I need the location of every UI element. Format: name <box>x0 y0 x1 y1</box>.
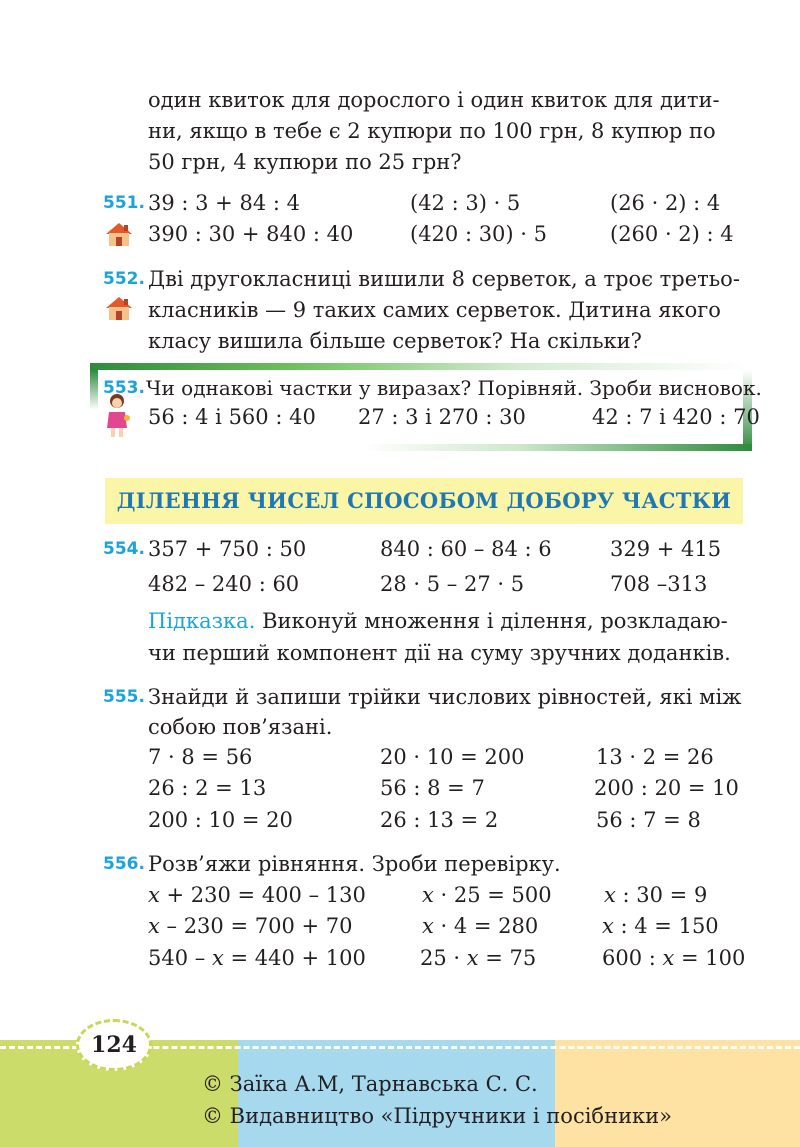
task-553-expr-3: 42 : 7 і 420 : 70 <box>592 405 760 429</box>
task-551-expr-1-1: 39 : 3 + 84 : 4 <box>148 191 300 215</box>
task-556-eq-1-1: x + 230 = 400 – 130 <box>148 883 366 907</box>
task-551-number: 551. <box>103 193 145 213</box>
task-554-expr-2-2: 28 · 5 – 27 · 5 <box>380 572 525 596</box>
task-551-expr-2-3: (260 · 2) : 4 <box>610 222 734 246</box>
task-551-expr-2-2: (420 : 30) · 5 <box>410 222 548 246</box>
task-556-eq-2-3: x : 4 = 150 <box>602 914 719 938</box>
intro-line-3: 50 грн, 4 купюри по 25 грн? <box>148 150 462 174</box>
task-556-eq-3-1: 540 – x = 440 + 100 <box>148 946 366 970</box>
task-552-line-1: Дві другокласниці вишили 8 серветок, а троє третьо- <box>148 267 740 291</box>
task-556-eq-2-1: x – 230 = 700 + 70 <box>148 914 353 938</box>
task-556-eq-1-3: x : 30 = 9 <box>604 883 708 907</box>
task-552-number: 552. <box>103 269 145 289</box>
hint-text-1: Виконуй множення і ділення, розкладаю- <box>255 609 728 633</box>
task-555-eq-1-3: 13 · 2 = 26 <box>596 745 714 769</box>
task-555-eq-1-2: 20 · 10 = 200 <box>380 745 525 769</box>
copyright-publisher: © Видавництво «Підручники і посібники» <box>202 1104 673 1128</box>
task-552-line-3: класу вишила більше серветок? На скільки? <box>148 329 642 353</box>
task-556-number: 556. <box>103 854 145 874</box>
task-555-eq-2-2: 56 : 8 = 7 <box>380 776 485 800</box>
page-number: 124 <box>91 1032 137 1058</box>
house-icon <box>104 295 134 321</box>
task-552-line-2: класників — 9 таких самих серветок. Дитина якого <box>148 298 721 322</box>
task-555-eq-2-1: 26 : 2 = 13 <box>148 776 267 800</box>
task-554-expr-1-2: 840 : 60 – 84 : 6 <box>380 537 552 561</box>
task-551-expr-2-1: 390 : 30 + 840 : 40 <box>148 222 354 246</box>
task-553-expr-2: 27 : 3 і 270 : 30 <box>358 405 526 429</box>
task-556-eq-3-2: 25 · x = 75 <box>420 946 537 970</box>
footer-band-orange <box>555 1040 800 1147</box>
intro-line-1: один квиток для дорослого і один квиток для дити- <box>148 88 720 112</box>
hint-label: Підказка. <box>148 609 256 633</box>
task-556-eq-1-2: x · 25 = 500 <box>422 883 552 907</box>
task-555-eq-3-1: 200 : 10 = 20 <box>148 808 293 832</box>
task-551-expr-1-3: (26 · 2) : 4 <box>610 191 721 215</box>
task-554-expr-1-3: 329 + 415 <box>610 537 722 561</box>
intro-line-2: ни, якщо в тебе є 2 купюри по 100 грн, 8 купюр по <box>148 119 716 143</box>
task-554-expr-2-3: 708 –313 <box>610 572 708 596</box>
task-553-line-1: Чи однакові частки у виразах? Порівняй. Зроби висновок. <box>146 376 762 400</box>
task-553-number: 553. <box>103 378 145 398</box>
task-554-expr-2-1: 482 – 240 : 60 <box>148 572 300 596</box>
task-555-line-2: собою пов’язані. <box>148 715 333 739</box>
task-555-line-1: Знайди й запиши трійки числових рівностей, які між <box>148 685 742 709</box>
task-555-eq-2-3: 200 : 20 = 10 <box>594 776 739 800</box>
task-556-eq-3-3: 600 : x = 100 <box>602 946 746 970</box>
task-556-eq-2-2: x · 4 = 280 <box>422 914 539 938</box>
task-553-expr-1: 56 : 4 і 560 : 40 <box>148 405 316 429</box>
task-554-number: 554. <box>103 539 145 559</box>
task-554-hint-line-2: чи перший компонент дії на суму зручних доданків. <box>148 641 731 665</box>
task-554-expr-1-1: 357 + 750 : 50 <box>148 537 307 561</box>
task-555-eq-1-1: 7 · 8 = 56 <box>148 745 253 769</box>
copyright-authors: © Заїка А.М, Тарнавська С. С. <box>202 1072 538 1096</box>
house-icon <box>104 221 134 247</box>
task-555-eq-3-3: 56 : 7 = 8 <box>596 808 701 832</box>
task-555-number: 555. <box>103 687 145 707</box>
task-555-eq-3-2: 26 : 13 = 2 <box>380 808 499 832</box>
section-title: ДІЛЕННЯ ЧИСЕЛ СПОСОБОМ ДОБОРУ ЧАСТКИ <box>105 478 743 524</box>
task-556-line-1: Розв’яжи рівняння. Зроби перевірку. <box>148 852 561 876</box>
task-554-hint-line-1 <box>148 608 728 634</box>
task-551-expr-1-2: (42 : 3) · 5 <box>410 191 521 215</box>
